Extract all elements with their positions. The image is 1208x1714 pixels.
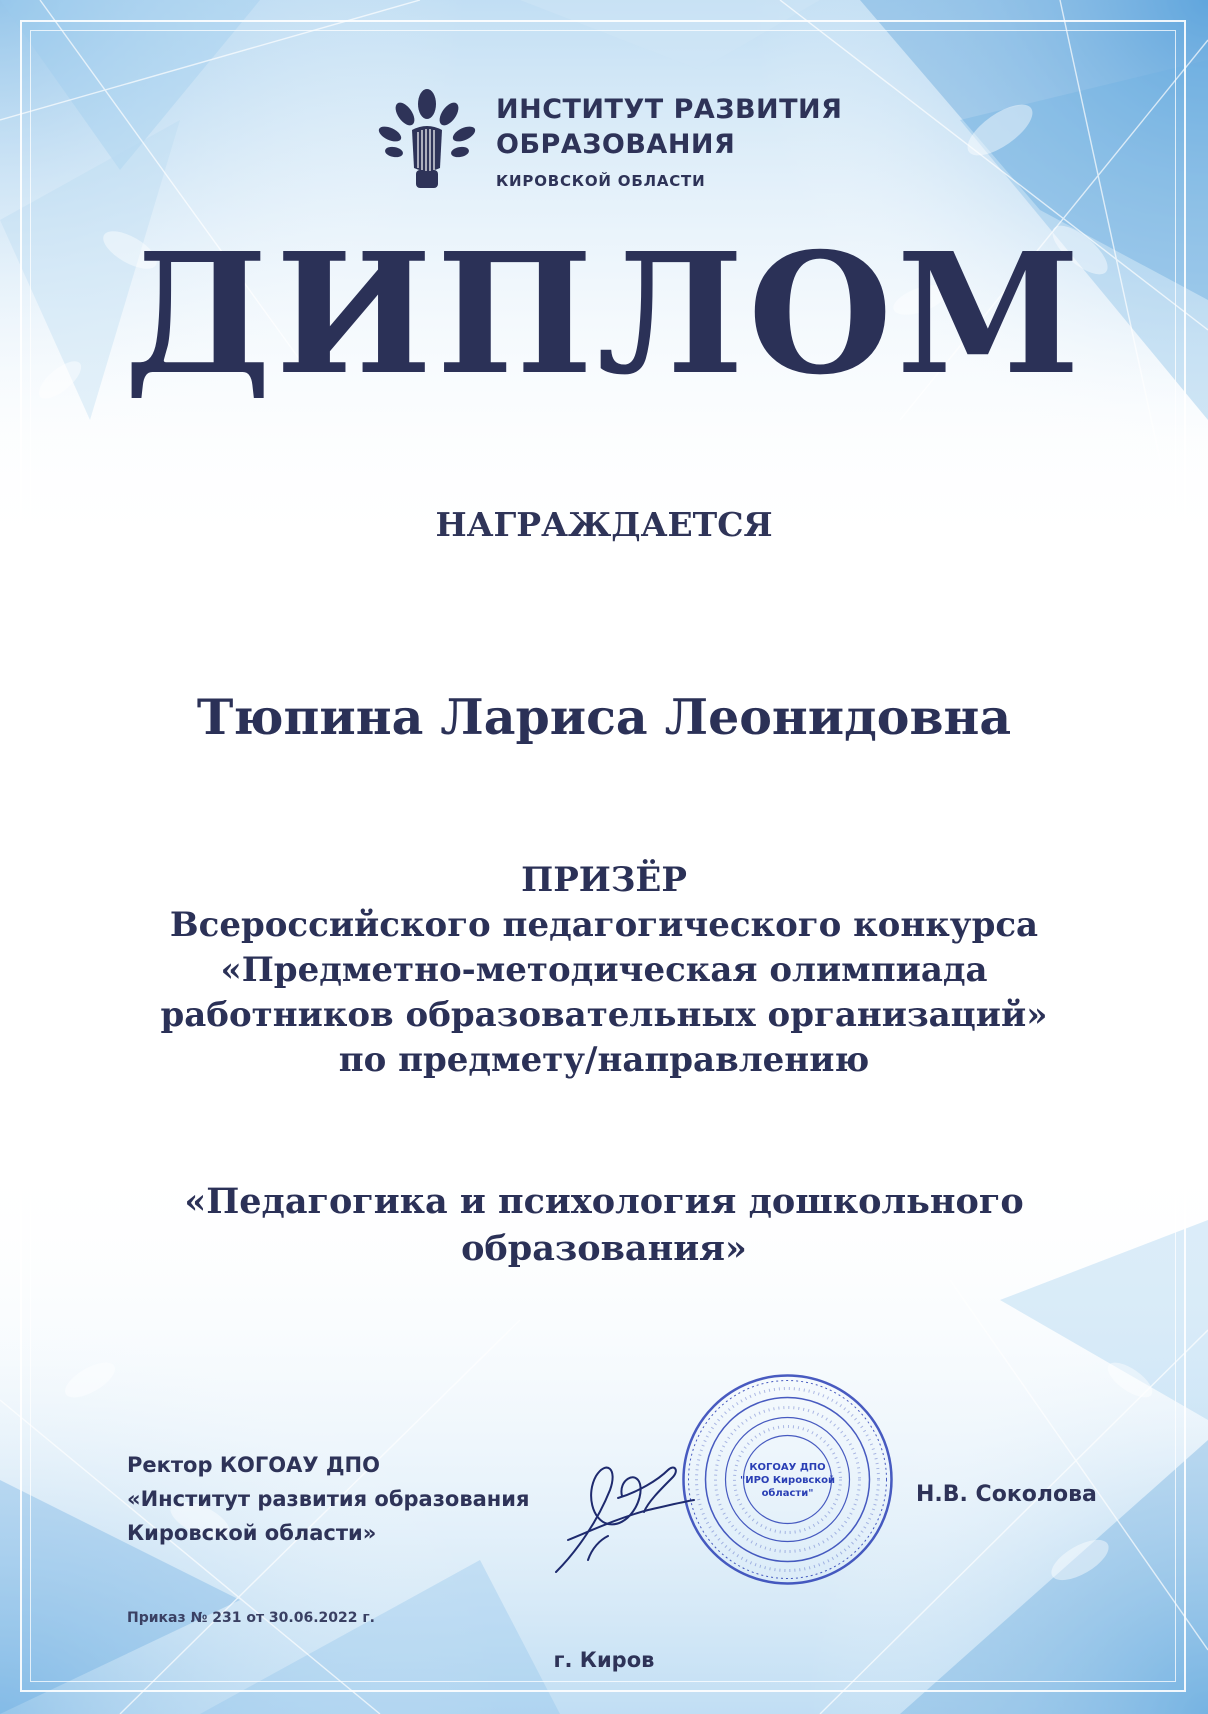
handwritten-signature-icon	[548, 1440, 698, 1580]
org-line-1: ИНСТИТУТ РАЗВИТИЯ	[496, 94, 843, 125]
diploma-title: ДИПЛОМ	[123, 217, 1085, 412]
org-line-3: КИРОВСКОЙ ОБЛАСТИ	[496, 172, 706, 190]
role-line: Кировской области»	[127, 1521, 377, 1545]
award-description	[0, 858, 1208, 1083]
award-line: работников образовательных организаций»	[160, 995, 1048, 1035]
award-line: ПРИЗЁР	[521, 860, 687, 900]
subject-line: «Педагогика и психология дошкольного	[184, 1181, 1024, 1222]
role-line: «Институт развития образования	[127, 1487, 530, 1511]
recipient-name: Тюпина Лариса Леонидовна	[196, 688, 1012, 746]
award-line: по предмету/направлению	[338, 1040, 870, 1080]
stamp-line-1: КОГОАУ ДПО	[749, 1462, 826, 1473]
signatory-name: Н.В. Соколова	[916, 1482, 1097, 1507]
signatory-role	[127, 1448, 530, 1550]
order-reference: Приказ № 231 от 30.06.2022 г.	[127, 1610, 376, 1626]
org-line-2: ОБРАЗОВАНИЯ	[496, 129, 736, 160]
subject-line: образования»	[461, 1228, 747, 1269]
award-line: Всероссийского педагогического конкурса	[169, 905, 1039, 945]
subject-title	[0, 1178, 1208, 1272]
city-label: г. Киров	[553, 1648, 655, 1672]
organization-name	[496, 92, 842, 190]
stamp-line-3: области"	[761, 1488, 814, 1499]
round-seal-icon	[680, 1372, 895, 1587]
role-line: Ректор КОГОАУ ДПО	[127, 1453, 380, 1477]
stamp-line-2: "ИРО Кировской	[739, 1475, 836, 1486]
award-line: «Предметно-методическая олимпиада	[220, 950, 988, 990]
awarded-label: НАГРАЖДАЕТСЯ	[435, 505, 773, 544]
tree-logo-icon	[372, 86, 482, 196]
